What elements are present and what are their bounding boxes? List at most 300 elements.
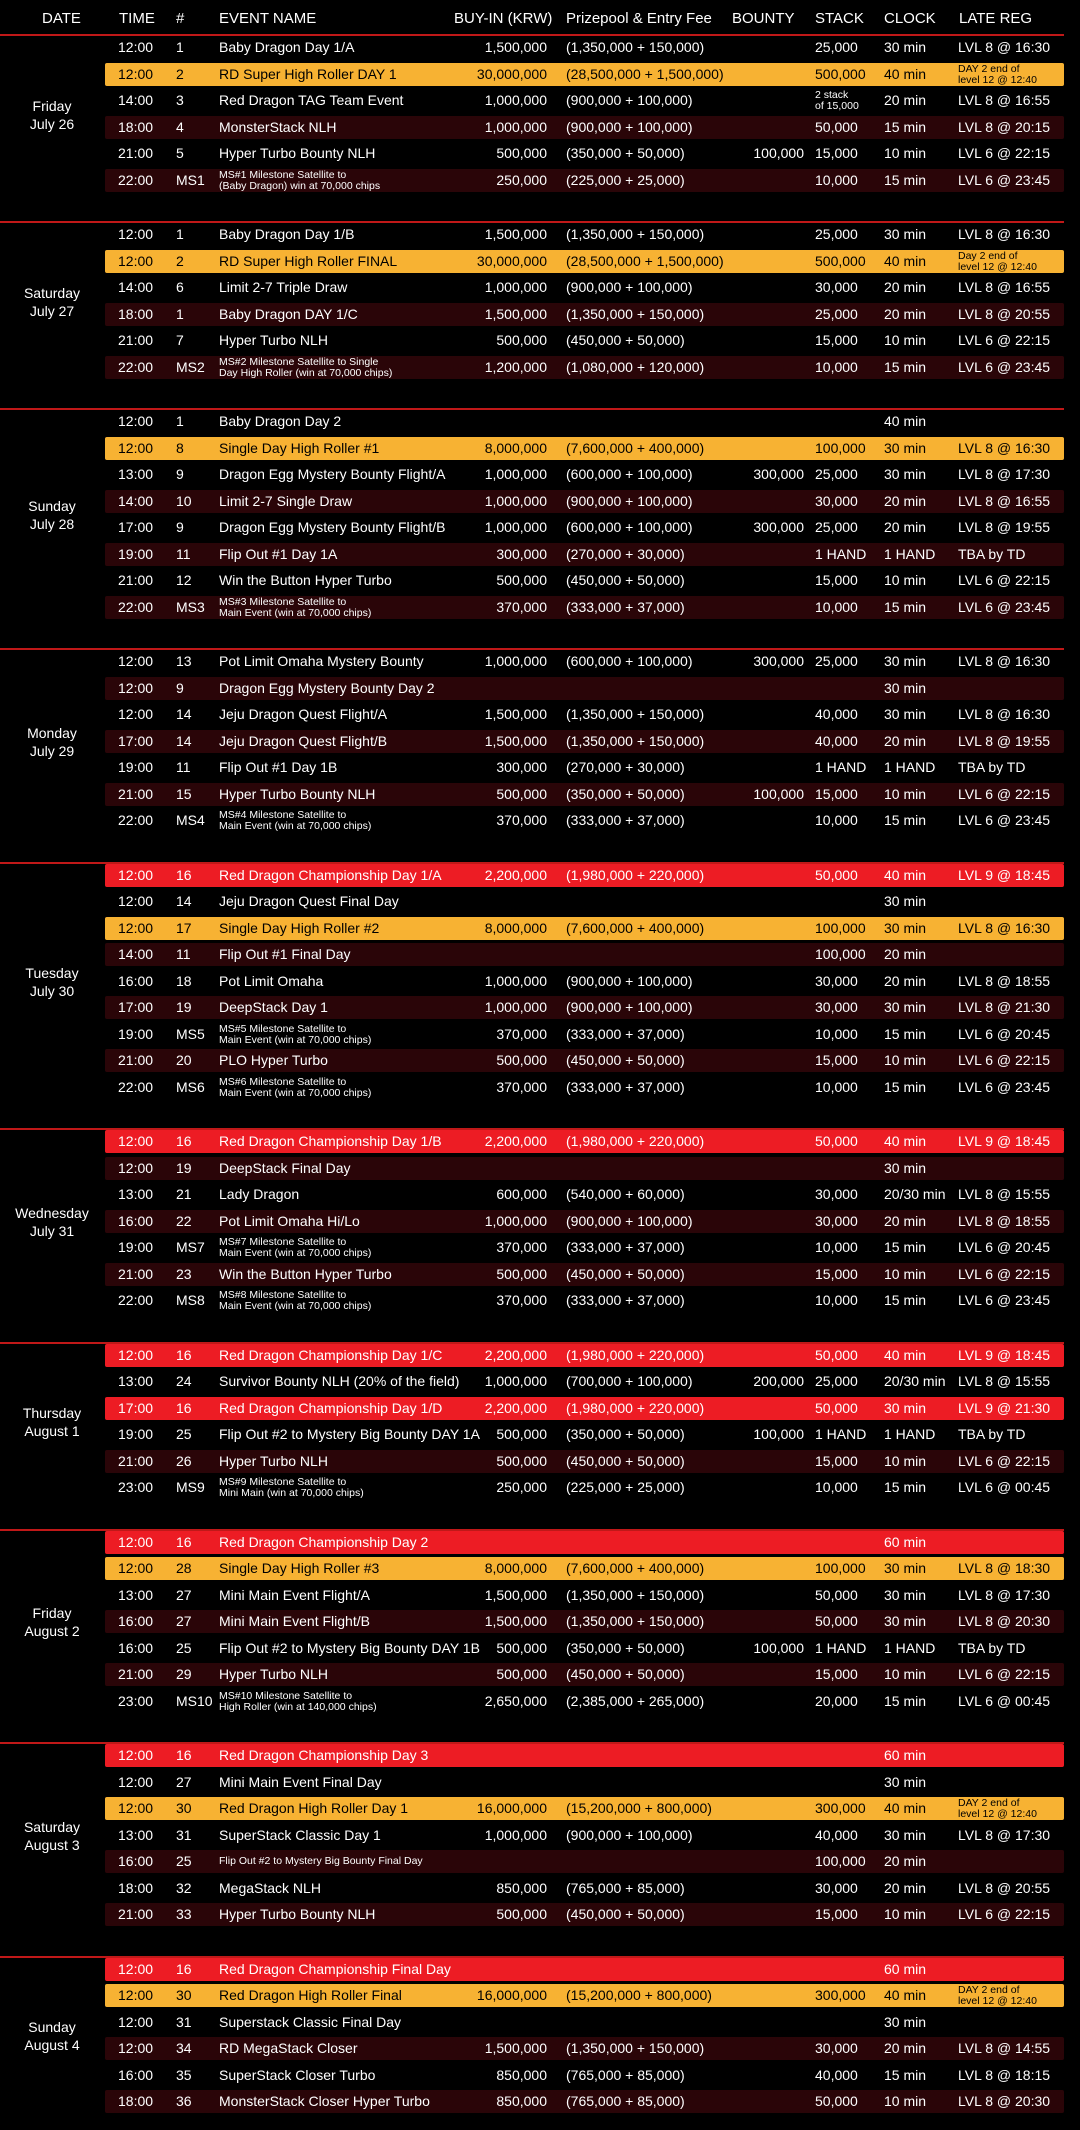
day-block: [0, 1742, 1080, 1930]
event-number-cell: 15: [176, 785, 192, 802]
event-number-cell: MS1: [176, 171, 205, 188]
prizepool-cell: (1,350,000 + 150,000): [566, 2040, 705, 2056]
event-name-cell: Single Day High Roller #1: [219, 439, 380, 456]
time-cell: 12:00: [118, 706, 154, 722]
clock-cell: 30 min: [884, 466, 927, 482]
bounty-cell: 300,000: [753, 519, 804, 535]
late-reg-cell: LVL 8 @ 16:55: [958, 279, 1051, 295]
prizepool-cell: (333,000 + 37,000): [566, 812, 685, 828]
clock-cell: 20 min: [884, 492, 927, 509]
clock-cell: 30 min: [884, 39, 927, 55]
time-cell: 21:00: [118, 1452, 154, 1469]
event-name-cell: MS#2 Milestone Satellite to Single Day High Roller (win at 70,000 chips): [219, 355, 393, 379]
stack-cell: 10,000: [815, 1239, 858, 1255]
stack-cell: 15,000: [815, 572, 858, 588]
stack-cell: 25,000: [815, 226, 858, 242]
event-number-cell: 2: [176, 252, 184, 269]
stack-cell: 25,000: [815, 653, 858, 669]
time-cell: 12:00: [118, 1800, 154, 1816]
stack-cell: 15,000: [815, 1265, 858, 1282]
prizepool-cell: (900,000 + 100,000): [566, 279, 693, 295]
table-row: [105, 756, 1064, 779]
event-number-cell: 11: [176, 545, 191, 562]
clock-cell: 40 min: [884, 252, 927, 269]
late-reg-cell: LVL 6 @ 20:45: [958, 1239, 1051, 1255]
prizepool-cell: (900,000 + 100,000): [566, 972, 693, 989]
time-cell: 13:00: [118, 466, 154, 482]
time-cell: 12:00: [118, 653, 154, 669]
day-label: Saturday July 27: [23, 284, 81, 319]
bounty-cell: 200,000: [753, 1373, 804, 1389]
table-row: [105, 1958, 1064, 1981]
table-row: [105, 650, 1064, 673]
time-cell: 12:00: [118, 919, 154, 936]
table-row: [105, 490, 1064, 513]
clock-cell: 30 min: [884, 2013, 927, 2030]
event-name-cell: Jeju Dragon Quest Flight/B: [219, 732, 388, 749]
table-row: [105, 2090, 1064, 2113]
buyin-cell: 1,000,000: [484, 279, 547, 295]
event-name-cell: Flip Out #2 to Mystery Big Bounty DAY 1A: [219, 1426, 480, 1442]
prizepool-cell: (450,000 + 50,000): [566, 1906, 685, 1922]
event-name-cell: Flip Out #1 Day 1B: [219, 759, 338, 775]
prizepool-cell: (350,000 + 50,000): [566, 1639, 685, 1656]
event-name-cell: Red Dragon High Roller Day 1: [219, 1800, 409, 1816]
event-name-cell: Win the Button Hyper Turbo: [219, 572, 392, 588]
prizepool-cell: (15,200,000 + 800,000): [566, 1987, 712, 2003]
event-name-cell: SuperStack Classic Day 1: [219, 1826, 381, 1843]
buyin-cell: 500,000: [496, 572, 547, 588]
late-reg-cell: LVL 6 @ 23:45: [958, 358, 1051, 375]
time-cell: 16:00: [118, 1613, 154, 1629]
clock-cell: 10 min: [884, 785, 927, 802]
event-name-cell: Flip Out #1 Final Day: [219, 946, 351, 962]
event-number-cell: 3: [176, 92, 184, 108]
time-cell: 23:00: [118, 1692, 154, 1709]
event-number-cell: 21: [176, 1186, 192, 1202]
day-label: Saturday August 3: [23, 1818, 81, 1853]
buyin-cell: 2,200,000: [484, 1346, 547, 1363]
table-row: [105, 329, 1064, 352]
event-number-cell: 13: [176, 653, 192, 669]
stack-cell: 15,000: [815, 1452, 858, 1469]
clock-cell: 30 min: [884, 919, 927, 936]
table-row: [105, 1236, 1064, 1259]
event-name-cell: Limit 2-7 Single Draw: [219, 492, 353, 509]
prizepool-cell: (350,000 + 50,000): [566, 785, 685, 802]
event-number-cell: 30: [176, 1800, 192, 1816]
time-cell: 12:00: [118, 2040, 154, 2056]
table-row: [105, 116, 1064, 139]
buyin-cell: 370,000: [496, 1239, 547, 1255]
prizepool-cell: (900,000 + 100,000): [566, 1826, 693, 1843]
table-row: [105, 1824, 1064, 1847]
event-number-cell: 34: [176, 2040, 192, 2056]
late-reg-cell: LVL 6 @ 23:45: [958, 812, 1051, 828]
clock-cell: 10 min: [884, 1452, 927, 1469]
clock-cell: 40 min: [884, 1133, 927, 1149]
buyin-cell: 500,000: [496, 332, 547, 348]
stack-cell: 30,000: [815, 972, 858, 989]
buyin-cell: 1,500,000: [484, 2040, 547, 2056]
day-label: Sunday August 4: [24, 2019, 80, 2053]
prizepool-cell: (1,350,000 + 150,000): [566, 39, 705, 55]
day-label: Friday July 26: [29, 97, 75, 132]
day-label: Wednesday July 31: [15, 1204, 89, 1239]
table-row: [105, 1877, 1064, 1900]
event-name-cell: Jeju Dragon Quest Flight/A: [219, 706, 388, 722]
time-cell: 19:00: [118, 1239, 154, 1255]
prizepool-cell: (350,000 + 50,000): [566, 1426, 685, 1442]
clock-cell: 10 min: [884, 1052, 927, 1068]
event-name-cell: Superstack Classic Final Day: [219, 2013, 402, 2030]
event-name-cell: MS#6 Milestone Satellite to Main Event (win at 70,000 chips): [219, 1075, 372, 1099]
late-reg-cell: LVL 8 @ 18:55: [958, 1212, 1051, 1229]
event-name-cell: MS#5 Milestone Satellite to Main Event (win at 70,000 chips): [219, 1022, 372, 1046]
late-reg-cell: LVL 6 @ 22:15: [958, 785, 1051, 802]
time-cell: 16:00: [118, 1639, 154, 1656]
table-row: [105, 142, 1064, 165]
buyin-cell: 1,500,000: [484, 39, 547, 55]
time-cell: 13:00: [118, 1586, 154, 1603]
table-row: [105, 543, 1064, 566]
event-name-cell: Lady Dragon: [219, 1186, 300, 1202]
stack-cell: 300,000: [815, 1800, 866, 1816]
prizepool-cell: (28,500,000 + 1,500,000): [566, 252, 724, 269]
clock-cell: 30 min: [884, 1399, 927, 1416]
late-reg-cell: LVL 8 @ 18:30: [958, 1560, 1051, 1576]
prizepool-cell: (1,350,000 + 150,000): [566, 1613, 705, 1629]
clock-cell: 20/30 min: [884, 1186, 946, 1202]
event-name-cell: Pot Limit Omaha: [219, 972, 324, 989]
header-time: TIME: [119, 10, 155, 27]
event-number-cell: 25: [176, 1853, 192, 1869]
time-cell: 21:00: [118, 1906, 154, 1922]
prizepool-cell: (28,500,000 + 1,500,000): [566, 65, 724, 82]
event-number-cell: 35: [176, 2066, 192, 2083]
late-reg-cell: LVL 8 @ 20:15: [958, 118, 1051, 135]
buyin-cell: 1,200,000: [484, 358, 547, 375]
table-row: [105, 569, 1064, 592]
event-name-cell: MS#7 Milestone Satellite to Main Event (win at 70,000 chips): [219, 1236, 372, 1259]
event-number-cell: 10: [176, 492, 192, 509]
stack-cell: 15,000: [815, 1052, 858, 1068]
event-number-cell: 36: [176, 2093, 192, 2109]
table-row: [105, 677, 1064, 700]
bounty-cell: 100,000: [753, 145, 804, 161]
prizepool-cell: (270,000 + 30,000): [566, 759, 685, 775]
stack-cell: 15,000: [815, 1666, 858, 1682]
clock-cell: 40 min: [884, 1987, 927, 2003]
event-name-cell: MS#4 Milestone Satellite to Main Event (win at 70,000 chips): [219, 809, 372, 832]
buyin-cell: 500,000: [496, 1052, 547, 1068]
stack-cell: 1 HAND: [815, 1426, 867, 1442]
prizepool-cell: (1,350,000 + 150,000): [566, 305, 705, 322]
bounty-cell: 300,000: [753, 653, 804, 669]
clock-cell: 10 min: [884, 332, 927, 348]
table-row: [105, 1476, 1064, 1499]
time-cell: 12:00: [118, 1159, 154, 1176]
buyin-cell: 30,000,000: [476, 252, 547, 269]
stack-cell: 10,000: [815, 1292, 858, 1308]
table-row: [105, 1797, 1064, 1820]
stack-cell: 10,000: [815, 812, 858, 828]
table-row: [105, 410, 1064, 433]
time-cell: 12:00: [118, 226, 154, 242]
stack-cell: 25,000: [815, 519, 858, 535]
time-cell: 12:00: [118, 39, 154, 55]
table-row: [105, 1984, 1064, 2007]
late-reg-cell: LVL 8 @ 15:55: [958, 1373, 1051, 1389]
event-number-cell: 33: [176, 1906, 192, 1922]
clock-cell: 40 min: [884, 413, 927, 429]
table-row: [105, 1397, 1064, 1420]
late-reg-cell: LVL 8 @ 16:30: [958, 653, 1051, 669]
late-reg-cell: LVL 8 @ 16:30: [958, 919, 1051, 936]
time-cell: 19:00: [118, 1426, 154, 1442]
stack-cell: 40,000: [815, 732, 858, 749]
late-reg-cell: LVL 8 @ 18:15: [958, 2066, 1051, 2083]
buyin-cell: 370,000: [496, 1078, 547, 1095]
clock-cell: 30 min: [884, 1159, 927, 1176]
late-reg-cell: LVL 8 @ 16:30: [958, 226, 1051, 242]
stack-cell: 100,000: [815, 946, 866, 962]
late-reg-cell: LVL 6 @ 22:15: [958, 1452, 1051, 1469]
event-name-cell: Flip Out #2 to Mystery Big Bounty Final Day: [219, 1855, 423, 1867]
bounty-cell: 100,000: [753, 1639, 804, 1656]
late-reg-cell: LVL 8 @ 19:55: [958, 732, 1051, 749]
event-name-cell: Pot Limit Omaha Hi/Lo: [219, 1212, 360, 1229]
event-name-cell: RD MegaStack Closer: [219, 2040, 358, 2056]
time-cell: 12:00: [118, 439, 154, 456]
prizepool-cell: (600,000 + 100,000): [566, 653, 693, 669]
clock-cell: 20/30 min: [884, 1373, 946, 1389]
time-cell: 21:00: [118, 332, 154, 348]
stack-cell: 10,000: [815, 598, 858, 615]
stack-cell: 300,000: [815, 1987, 866, 2003]
prizepool-cell: (450,000 + 50,000): [566, 332, 685, 348]
late-reg-cell: LVL 9 @ 18:45: [958, 1133, 1051, 1149]
stack-cell: 10,000: [815, 1025, 858, 1042]
clock-cell: 40 min: [884, 1346, 927, 1363]
event-name-cell: MS#9 Milestone Satellite to Mini Main (win at 70,000 chips): [219, 1476, 364, 1499]
table-row: [105, 1049, 1064, 1072]
event-name-cell: Mini Main Event Final Day: [219, 1773, 382, 1790]
table-row: [105, 1850, 1064, 1873]
event-number-cell: MS8: [176, 1292, 205, 1308]
table-row: [105, 2037, 1064, 2060]
clock-cell: 1 HAND: [884, 1426, 936, 1442]
event-number-cell: 11: [176, 759, 191, 775]
buyin-cell: 30,000,000: [476, 65, 547, 82]
late-reg-cell: TBA by TD: [958, 545, 1026, 562]
late-reg-cell: LVL 8 @ 18:55: [958, 972, 1051, 989]
event-number-cell: 28: [176, 1560, 192, 1576]
stack-cell: 15,000: [815, 332, 858, 348]
time-cell: 12:00: [118, 65, 154, 82]
clock-cell: 30 min: [884, 1586, 927, 1603]
table-row: [105, 1289, 1064, 1312]
late-reg-cell: LVL 6 @ 22:15: [958, 145, 1051, 161]
stack-cell: 10,000: [815, 1479, 858, 1495]
bounty-cell: 100,000: [753, 1426, 804, 1442]
table-row: [105, 437, 1064, 460]
time-cell: 21:00: [118, 145, 154, 161]
clock-cell: 30 min: [884, 226, 927, 242]
stack-cell: 10,000: [815, 358, 858, 375]
late-reg-cell: LVL 8 @ 15:55: [958, 1186, 1051, 1202]
clock-cell: 20 min: [884, 972, 927, 989]
event-number-cell: 4: [176, 118, 184, 135]
buyin-cell: 1,500,000: [484, 305, 547, 322]
table-row: [105, 303, 1064, 326]
clock-cell: 40 min: [884, 1800, 927, 1816]
table-row: [105, 356, 1064, 379]
stack-cell: 10,000: [815, 1078, 858, 1095]
clock-cell: 30 min: [884, 999, 927, 1015]
late-reg-cell: LVL 6 @ 23:45: [958, 598, 1051, 615]
time-cell: 21:00: [118, 1666, 154, 1682]
prizepool-cell: (1,980,000 + 220,000): [566, 1399, 705, 1416]
day-block: [0, 648, 1080, 836]
event-number-cell: 19: [176, 1159, 192, 1176]
stack-cell: 20,000: [815, 1692, 858, 1709]
buyin-cell: 1,000,000: [484, 466, 547, 482]
time-cell: 12:00: [118, 679, 154, 696]
prizepool-cell: (333,000 + 37,000): [566, 1292, 685, 1308]
day-block: [0, 1956, 1080, 2117]
time-cell: 16:00: [118, 2066, 154, 2083]
time-cell: 22:00: [118, 598, 154, 615]
event-number-cell: 16: [176, 1533, 192, 1550]
table-row: [105, 2011, 1064, 2034]
table-row: [105, 1584, 1064, 1607]
stack-cell: 50,000: [815, 1399, 858, 1416]
header-prizepool: Prizepool & Entry Fee: [566, 10, 712, 27]
header-late-reg: LATE REG: [959, 10, 1033, 27]
event-number-cell: 25: [176, 1639, 192, 1656]
clock-cell: 15 min: [884, 598, 927, 615]
event-name-cell: Red Dragon Championship Day 1/A: [219, 866, 442, 883]
time-cell: 13:00: [118, 1373, 154, 1389]
late-reg-cell: LVL 6 @ 23:45: [958, 1078, 1051, 1095]
header-date: DATE: [42, 10, 81, 27]
buyin-cell: 1,000,000: [484, 1826, 547, 1843]
event-number-cell: MS4: [176, 812, 205, 828]
event-name-cell: MegaStack NLH: [219, 1879, 321, 1896]
prizepool-cell: (333,000 + 37,000): [566, 1078, 685, 1095]
late-reg-cell: DAY 2 end of level 12 @ 12:40: [958, 62, 1037, 86]
table-row: [105, 1157, 1064, 1180]
buyin-cell: 500,000: [496, 1906, 547, 1922]
prizepool-cell: (1,080,000 + 120,000): [566, 358, 705, 375]
table-row: [105, 36, 1064, 59]
table-row: [105, 1610, 1064, 1633]
prizepool-cell: (900,000 + 100,000): [566, 1212, 693, 1229]
clock-cell: 20 min: [884, 732, 927, 749]
table-row: [105, 1344, 1064, 1367]
stack-cell: 40,000: [815, 2066, 858, 2083]
day-block: [0, 1529, 1080, 1717]
clock-cell: 30 min: [884, 893, 927, 909]
clock-cell: 20 min: [884, 1879, 927, 1896]
clock-cell: 10 min: [884, 1265, 927, 1282]
event-number-cell: 20: [176, 1052, 192, 1068]
clock-cell: 20 min: [884, 1853, 927, 1869]
event-name-cell: Dragon Egg Mystery Bounty Flight/A: [219, 466, 446, 482]
event-number-cell: MS3: [176, 598, 205, 615]
late-reg-cell: LVL 8 @ 19:55: [958, 519, 1051, 535]
prizepool-cell: (7,600,000 + 400,000): [566, 439, 705, 456]
event-name-cell: Hyper Turbo NLH: [219, 332, 328, 348]
time-cell: 12:00: [118, 1987, 154, 2003]
buyin-cell: 8,000,000: [484, 1560, 547, 1576]
table-row: [105, 1557, 1064, 1580]
stack-cell: 100,000: [815, 919, 866, 936]
table-row: [105, 1744, 1064, 1767]
clock-cell: 15 min: [884, 171, 927, 188]
buyin-cell: 500,000: [496, 145, 547, 161]
table-row: [105, 917, 1064, 940]
event-number-cell: 27: [176, 1613, 192, 1629]
day-block: [0, 34, 1080, 195]
time-cell: 22:00: [118, 171, 154, 188]
event-number-cell: MS6: [176, 1078, 205, 1095]
table-row: [105, 1903, 1064, 1926]
buyin-cell: 8,000,000: [484, 919, 547, 936]
prizepool-cell: (900,000 + 100,000): [566, 999, 693, 1015]
stack-cell: 50,000: [815, 118, 858, 135]
late-reg-cell: LVL 8 @ 14:55: [958, 2040, 1051, 2056]
day-block: [0, 1342, 1080, 1503]
stack-cell: 30,000: [815, 492, 858, 509]
prizepool-cell: (1,350,000 + 150,000): [566, 226, 705, 242]
time-cell: 12:00: [118, 1747, 154, 1763]
late-reg-cell: LVL 9 @ 21:30: [958, 1399, 1051, 1416]
event-name-cell: Hyper Turbo Bounty NLH: [219, 145, 376, 161]
buyin-cell: 850,000: [496, 1879, 547, 1896]
buyin-cell: 2,650,000: [484, 1692, 547, 1709]
event-name-cell: Baby Dragon DAY 1/C: [219, 305, 358, 322]
clock-cell: 30 min: [884, 706, 927, 722]
event-name-cell: Dragon Egg Mystery Bounty Flight/B: [219, 519, 446, 535]
stack-cell: 2 stack of 15,000: [815, 89, 859, 112]
stack-cell: 50,000: [815, 1346, 858, 1363]
buyin-cell: 1,500,000: [484, 1613, 547, 1629]
event-name-cell: Win the Button Hyper Turbo: [219, 1265, 392, 1282]
event-number-cell: 1: [176, 39, 184, 55]
late-reg-cell: LVL 6 @ 22:15: [958, 572, 1051, 588]
event-number-cell: 26: [176, 1452, 192, 1469]
time-cell: 23:00: [118, 1479, 154, 1495]
time-cell: 21:00: [118, 1052, 154, 1068]
late-reg-cell: LVL 8 @ 16:30: [958, 39, 1051, 55]
event-name-cell: Single Day High Roller #3: [219, 1560, 380, 1576]
clock-cell: 40 min: [884, 65, 927, 82]
event-name-cell: Pot Limit Omaha Mystery Bounty: [219, 653, 424, 669]
stack-cell: 50,000: [815, 2093, 858, 2109]
late-reg-cell: TBA by TD: [958, 1639, 1026, 1656]
table-row: [105, 1263, 1064, 1286]
buyin-cell: 300,000: [496, 759, 547, 775]
table-row: [105, 996, 1064, 1019]
time-cell: 12:00: [118, 413, 154, 429]
late-reg-cell: LVL 6 @ 00:45: [958, 1479, 1051, 1495]
event-number-cell: 7: [176, 332, 184, 348]
event-name-cell: Baby Dragon Day 2: [219, 413, 342, 429]
stack-cell: 500,000: [815, 252, 866, 269]
time-cell: 22:00: [118, 358, 154, 375]
